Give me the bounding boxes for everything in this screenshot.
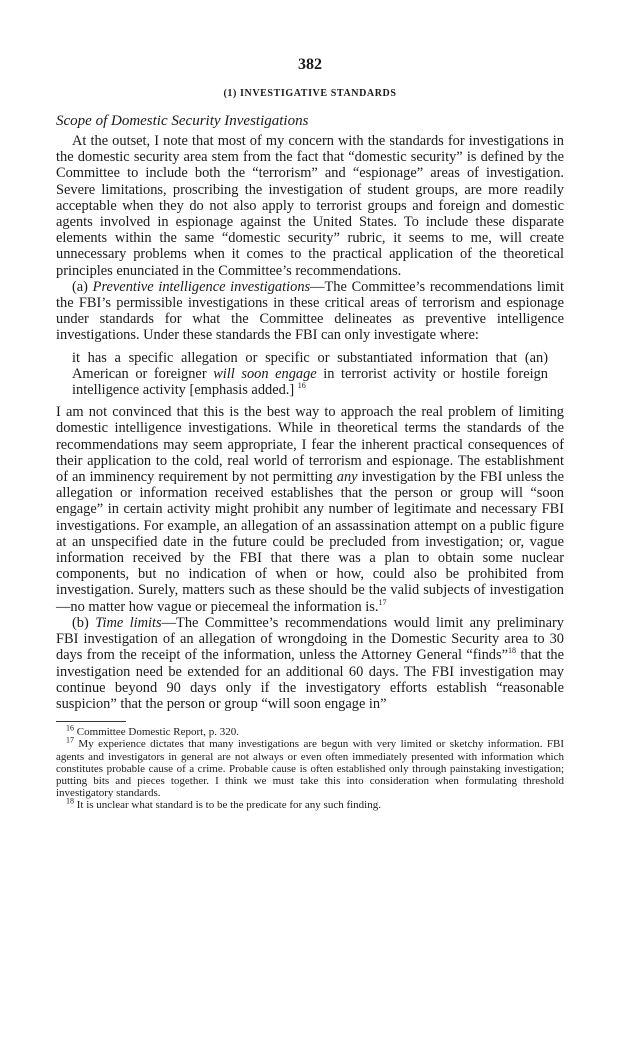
footnote-ref-16: 16	[297, 381, 306, 391]
quote-emphasis: will soon engage	[213, 365, 317, 382]
italic-any: any	[336, 469, 358, 486]
page-number: 382	[298, 56, 322, 73]
footnotes	[56, 723, 564, 812]
footnote-ref-18: 18	[507, 646, 516, 656]
document-page	[56, 56, 564, 812]
body-text	[56, 133, 564, 712]
footnote	[56, 796, 564, 812]
paragraph-body: —The Committee’s recommendations limit the FBI’s permissible investigations in these critical areas of terrorism and espionage under standards for what the Committee delineates as preventive intelligence investigations. Under these standards the FBI can only investigate where:	[56, 278, 565, 344]
footnote-divider	[56, 721, 126, 722]
italic-term-time-limits: Time limits	[95, 614, 162, 631]
paragraph-lead: (a)	[72, 278, 93, 295]
footnote-ref-17: 17	[378, 597, 387, 607]
footnote-number: 18	[66, 796, 74, 806]
quote-text	[72, 350, 548, 399]
italic-term-preventive: Preventive intelligence investigations	[92, 278, 311, 295]
footnote	[56, 735, 564, 800]
footnote-number: 17	[66, 735, 74, 745]
footnote	[56, 723, 564, 739]
block-quote	[72, 350, 548, 399]
section-header: (1) INVESTIGATIVE STANDARDS	[223, 88, 397, 99]
footnote-text: My experience dictates that many investigations are begun with very limited or sketchy information. FBI agents and investigators in general are not always or even often immediately presented with information which constitutes probable cause of a crime. Probable cause is often established only through painstaking investigation; putting bits and pieces together. I think we must take this into consideration when formulating threshold investigatory standards.	[56, 738, 564, 800]
paragraph-part: I am not convinced that this is the best way to approach the real problem of limiting domestic intelligence investigations. While in theoretical terms the standards of the recommendations may seem appropriate, I fear the inherent practical consequences of their application to the cold, real world of terrorism and espionage. The establishment of an imminency requirement by not permitting	[56, 404, 564, 486]
footnote-text: Committee Domestic Report, p. 320.	[76, 726, 239, 739]
paragraph-outset: At the outset, I note that most of my concern with the standards for investigations in the domestic security area stem from the fact that “domestic security” is defined by the Committee to include both the “terrorism” and “espionage” areas of investigation. Severe limitations, proscribing the investigation of student groups, are more readily acceptable when they do not also apply to terrorist groups and foreign and domestic agents involved in espionage against the United States. To include these disparate elements within the same “domestic security” rubric, it seems to me, will create unnecessary problems when it comes to the practical application of the theoretical principles enunciated in the Committee’s recommendations.	[56, 133, 564, 279]
quote-part: it has a specific allegation or specific or substantiated information that (an) American or foreigner	[72, 349, 548, 382]
paragraph-preventive-investigations	[56, 279, 564, 344]
paragraph-part: investigation by the FBI unless the allegation or information received establishes that the person or group will “soon engage” in certain activity might prohibit any number of legitimate and necessary FBI investigations. For example, an allegation of an assassination attempt on a public figure at an unspecified date in the future could be precluded from investigation; or, vague information received by the FBI that there was a plan to obtain some nuclear components, but no indication of when or how, could also be prohibited from investigation. Surely, matters such as these should be the valid subjects of investigation—no matter how vague or piecemeal the information is.	[56, 469, 564, 615]
paragraph-part: —The Committee’s recommendations would limit any preliminary FBI investigation of an allegation of wrongdoing in the Domestic Security area to 30 days from the receipt of the information, unless the Attorney General “finds”	[56, 614, 564, 664]
subheading: Scope of Domestic Security Investigations	[56, 113, 309, 129]
paragraph-part: that the investigation need be extended for an additional 60 days. The FBI investigation may continue beyond 90 days only if the investigatory efforts establish “reasonable suspicion” that the person or group “will soon engage in”	[56, 647, 564, 712]
quote-part: in terrorist activity or hostile foreign intelligence activity [emphasis added.]	[72, 365, 548, 399]
paragraph-time-limits	[56, 615, 564, 712]
paragraph-not-convinced	[56, 404, 564, 615]
paragraph-lead: (b)	[72, 614, 96, 631]
footnote-text: It is unclear what standard is to be the predicate for any such finding.	[76, 799, 381, 812]
footnote-number: 16	[66, 723, 74, 733]
